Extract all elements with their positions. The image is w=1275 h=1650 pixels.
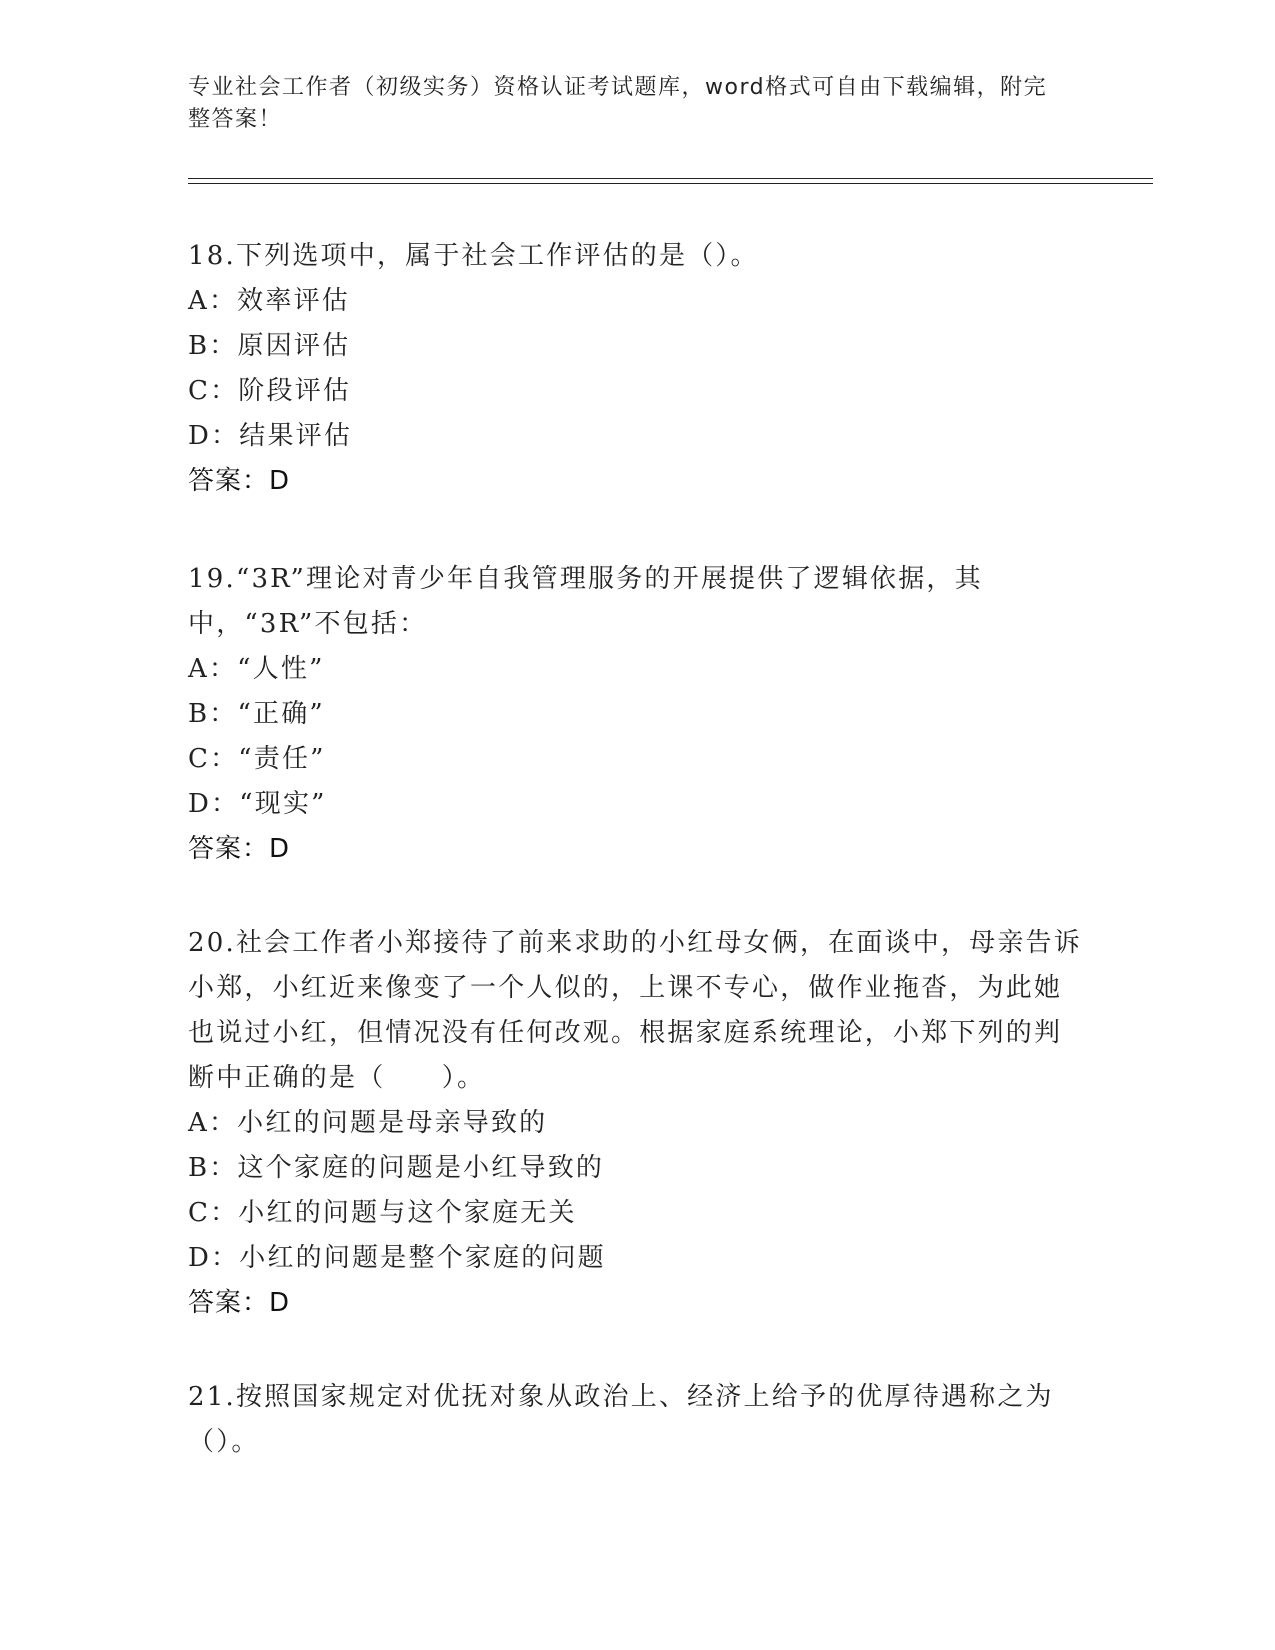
question-stem: 19.“3R”理论对青少年自我管理服务的开展提供了逻辑依据，其中，“3R”不包括： bbox=[188, 564, 983, 639]
question-stem: 18.下列选项中，属于社会工作评估的是（）。 bbox=[188, 241, 759, 271]
option-a: A：效率评估 bbox=[188, 286, 350, 316]
option-d: D：“现实” bbox=[188, 789, 327, 819]
option-a: A：“人性” bbox=[188, 654, 325, 684]
option-d: D：小红的问题是整个家庭的问题 bbox=[188, 1243, 606, 1273]
answer-line: 答案：D bbox=[188, 466, 291, 496]
header-divider-top bbox=[188, 178, 1153, 179]
question-18 bbox=[188, 234, 1088, 504]
option-c: C：小红的问题与这个家庭无关 bbox=[188, 1198, 577, 1228]
question-19 bbox=[188, 557, 1088, 872]
answer-line: 答案：D bbox=[188, 834, 291, 864]
option-c: C：“责任” bbox=[188, 744, 326, 774]
header-divider-bottom bbox=[188, 183, 1153, 184]
option-b: B：“正确” bbox=[188, 699, 325, 729]
document-header: 专业社会工作者（初级实务）资格认证考试题库，word格式可自由下载编辑，附完整答案！ bbox=[188, 75, 1048, 132]
question-20 bbox=[188, 921, 1088, 1326]
option-a: A：小红的问题是母亲导致的 bbox=[188, 1108, 548, 1138]
answer-line: 答案：D bbox=[188, 1288, 291, 1318]
option-d: D：结果评估 bbox=[188, 421, 353, 451]
option-c: C：阶段评估 bbox=[188, 376, 352, 406]
question-stem: 20.社会工作者小郑接待了前来求助的小红母女俩，在面谈中，母亲告诉小郑，小红近来像变了一个人似的，上课不专心，做作业拖沓，为此她也说过小红，但情况没有任何改观。根据家庭系统理论，小郑下列的判断中正确的是（ ）。 bbox=[188, 928, 1082, 1093]
question-stem: 21.按照国家规定对优抚对象从政治上、经济上给予的优厚待遇称之为（）。 bbox=[188, 1382, 1054, 1457]
option-b: B：这个家庭的问题是小红导致的 bbox=[188, 1153, 605, 1183]
option-b: B：原因评估 bbox=[188, 331, 351, 361]
question-21 bbox=[188, 1375, 1088, 1465]
